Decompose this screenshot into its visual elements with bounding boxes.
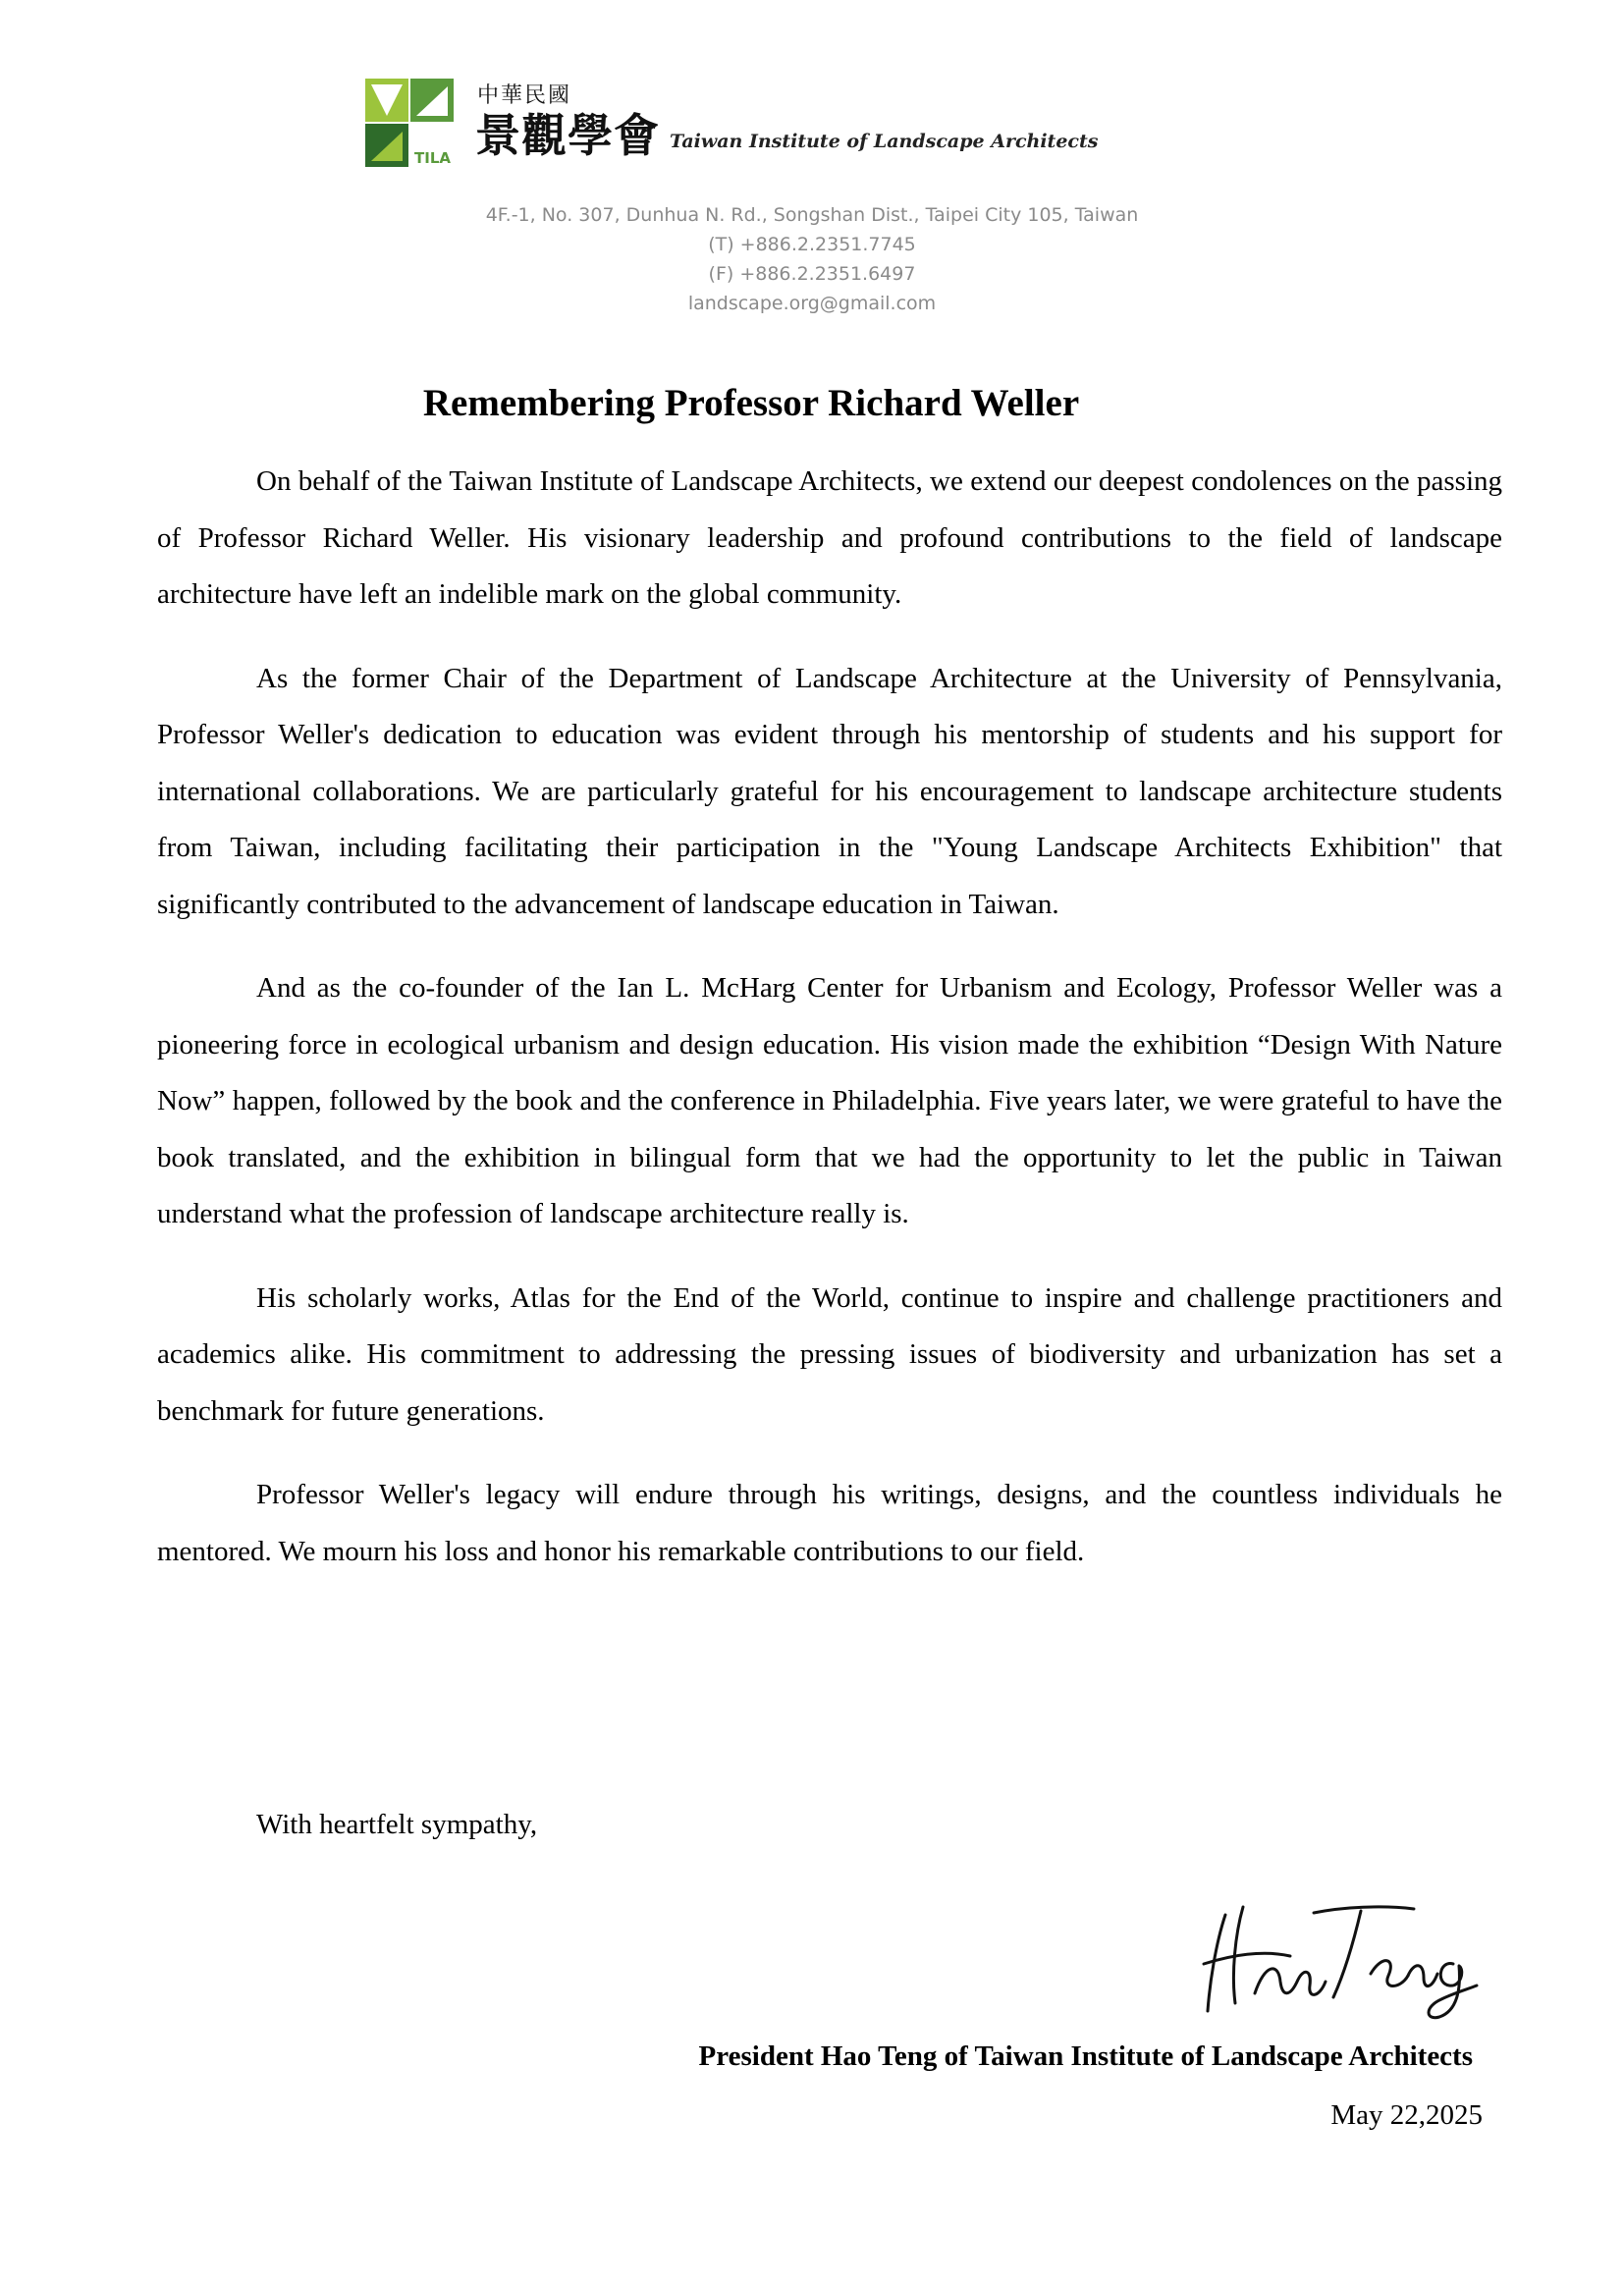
closing-line: With heartfelt sympathy, [256,1809,538,1840]
fax: (F) +886.2.2351.6497 [708,263,916,285]
email: landscape.org@gmail.com [687,293,937,314]
paragraph: As the former Chair of the Department of Landscape Architecture at the University of Pennsylvania, Professor Weller's dedication to education was evident through his mentorship of students and his support for international collaborations. We are particularly grateful for his encouragement to landscape architecture students from Taiwan, including facilitating their participation in the "Young Landscape Architects Exhibition" that significantly contributed to the advancement of landscape education in Taiwan. [157,662,1502,920]
letter-date: May 22,2025 [1330,2099,1483,2131]
logo-abbrev: TILA [414,149,451,167]
paragraph: On behalf of the Taiwan Institute of Landscape Architects, we extend our deepest condolences on the passing of Professor Richard Weller. His visionary leadership and profound contributions to the field of landscape architecture have left an indelible mark on the global community. [157,465,1502,610]
letter-body [157,454,1502,1607]
org-name-zh: 景觀學會 [475,109,660,162]
handwritten-signature [1196,1895,1481,2023]
address: 4F.-1, No. 307, Dunhua N. Rd., Songshan Dist., Taipei City 105, Taiwan [485,204,1139,226]
org-name-zh-prefix: 中華民國 [477,83,572,108]
org-name-en: Taiwan Institute of Landscape Architects [670,131,1099,152]
signer-name: President Hao Teng of Taiwan Institute of Landscape Architects [698,2040,1473,2072]
letter-title: Remembering Professor Richard Weller [422,382,1080,424]
paragraph: And as the co-founder of the Ian L. McHarg Center for Urbanism and Ecology, Professor Weller was a pioneering force in ecological urbanism and design education. His vision made the exhibition “Design With Nature Now” happen, followed by the book and the conference in Philadelphia. Five years later, we were grateful to have the book translated, and the exhibition in bilingual form that we had the opportunity to let the public in Taiwan understand what the profession of landscape architecture really is. [157,972,1502,1229]
contact-block [0,200,1624,318]
paragraph: His scholarly works, Atlas for the End of the World, continue to inspire and challenge practitioners and academics alike. His commitment to addressing the pressing issues of biodiversity and urbanization has set a benchmark for future generations. [157,1281,1502,1427]
paragraph: Professor Weller's legacy will endure through his writings, designs, and the countless individuals he mentored. We mourn his loss and honor his remarkable contributions to our field. [157,1479,1502,1567]
phone: (T) +886.2.2351.7745 [708,234,916,255]
tila-logo-icon [365,77,460,171]
